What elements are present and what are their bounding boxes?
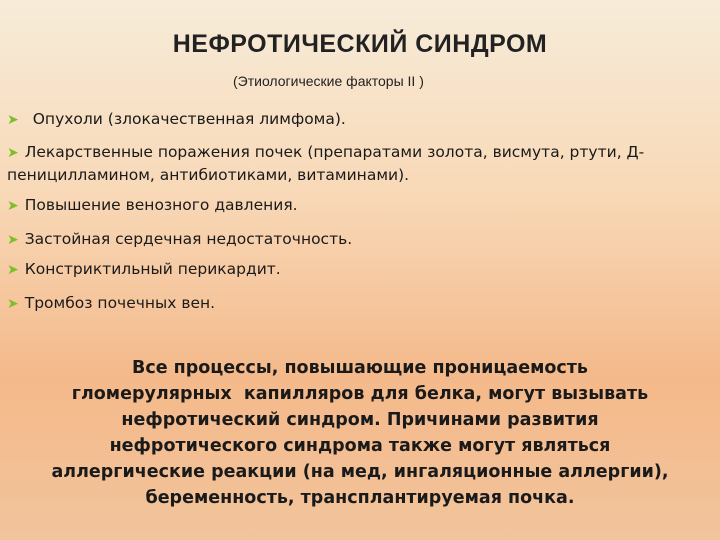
list-item-text: Констриктильный перикардит. <box>24 260 281 278</box>
arrowhead-bullet-icon: ➤ <box>7 145 19 161</box>
paragraph-line: беременность, трансплантируемая почка. <box>145 488 575 508</box>
arrowhead-bullet-icon: ➤ <box>7 112 19 128</box>
arrowhead-bullet-icon: ➤ <box>7 232 19 248</box>
arrowhead-bullet-icon: ➤ <box>7 296 19 312</box>
arrowhead-bullet-icon: ➤ <box>7 198 19 214</box>
list-item <box>7 108 346 131</box>
arrowhead-bullet-icon: ➤ <box>7 262 19 278</box>
list-item-text: Повышение венозного давления. <box>24 196 298 214</box>
list-item <box>7 194 298 217</box>
list-item-text: Лекарственные поражения почек (препаратами золота, висмута, ртути, Д-пеницилламином, антибиотиками, витаминами). <box>7 143 645 184</box>
list-item-text: Застойная сердечная недостаточность. <box>24 230 353 248</box>
list-item <box>7 258 281 281</box>
slide-subtitle: (Этиологические факторы II ) <box>233 73 424 89</box>
summary-paragraph <box>0 355 720 511</box>
list-item-text: Опухоли (злокачественная лимфома). <box>32 110 346 128</box>
paragraph-line: нефротического синдрома также могут являться <box>109 436 611 456</box>
list-item <box>7 292 215 315</box>
paragraph-line: гломерулярных капилляров для белка, могут вызывать <box>71 384 649 404</box>
slide-title: НЕФРОТИЧЕСКИЙ СИНДРОМ <box>172 30 548 58</box>
paragraph-line: аллергические реакции (на мед, ингаляционные аллергии), <box>51 462 669 482</box>
paragraph-line: Все процессы, повышающие проницаемость <box>131 358 588 378</box>
list-item-text: Тромбоз почечных вен. <box>24 294 216 312</box>
list-item <box>7 228 352 251</box>
list-item <box>7 141 713 186</box>
paragraph-line: нефротический синдром. Причинами развития <box>121 410 599 430</box>
